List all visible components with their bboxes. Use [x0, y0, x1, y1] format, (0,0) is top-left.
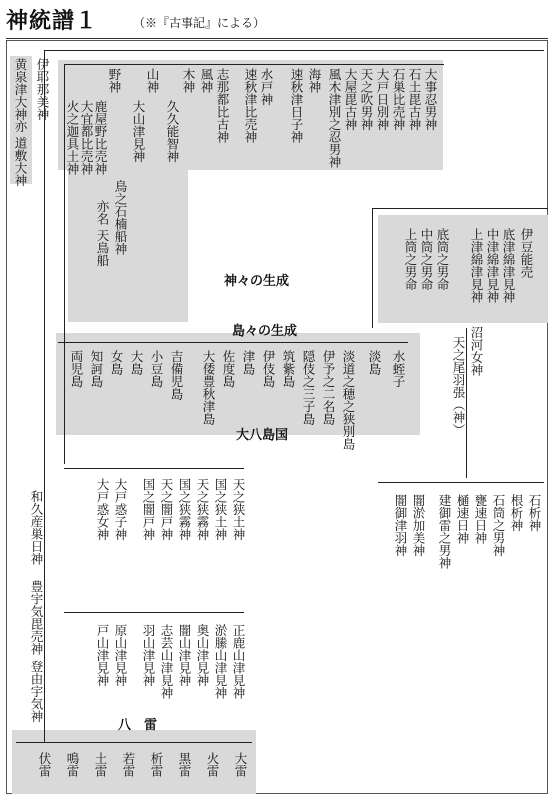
mountain-kami-item: 闇山津見神	[177, 624, 192, 687]
connector-gen	[64, 64, 444, 65]
thunder-item: 鳴雷	[65, 752, 80, 777]
kami-gen-item: 水戸神	[259, 68, 274, 106]
kami-gen-item: 久久能智神	[165, 100, 180, 163]
kami-gen-item: 大山津見神	[131, 100, 146, 163]
island-item: 伊予之二名島	[321, 350, 336, 425]
thunder-item: 土雷	[93, 752, 108, 777]
kami-gen-item: 大戸日別神	[375, 68, 390, 131]
bottom-mid-item: 国之狭土神	[213, 478, 228, 541]
bottom-right-item: 石筒之男神	[491, 494, 506, 557]
kami-gen-box-lower	[68, 170, 188, 322]
kami-gen-item: 大屋毘古神	[343, 68, 358, 131]
yomotsu-ookami: 黄泉津大神	[13, 58, 28, 121]
bottom-right-item: 石析神	[527, 494, 542, 532]
label-kamigami-seisei: 神々の生成	[224, 274, 290, 289]
kami-gen-item: 山神	[145, 68, 160, 93]
kami-gen-item: 石土毘古神	[407, 68, 422, 131]
bottom-right-item: 甕速日神	[473, 494, 488, 544]
connector-izanami	[44, 50, 45, 742]
kami-gen-item: 野神	[107, 68, 122, 93]
island-item: 伊伎島	[261, 350, 276, 388]
mountain-kami-item: 志芸山津見神	[159, 624, 174, 699]
right-top-item: 伊豆能売	[519, 228, 534, 278]
connector-bottom-mid2	[64, 612, 244, 613]
connector-right	[372, 208, 548, 209]
kami-gen-item: 亦名 天鳥船	[95, 200, 110, 267]
bottom-right-item: 闇淤加美神	[411, 494, 426, 557]
island-item: 両児島	[69, 350, 84, 388]
page-title: 神統譜１	[6, 8, 99, 34]
kami-gen-item: 石巣比売神	[391, 68, 406, 131]
island-item: 大島	[129, 350, 144, 375]
kami-gen-item: 鳥之石楠船神	[113, 180, 128, 255]
bottom-mid-item: 天之狭霧神	[195, 478, 210, 541]
island-item: 知訶島	[89, 350, 104, 388]
kami-gen-item: 速秋津日子神	[289, 68, 304, 143]
bottom-mid-item: 大戸惑女神	[95, 478, 110, 541]
bottom-mid-item: 国之狭霧神	[177, 478, 192, 541]
kami-gen-item: 大宜都比売神	[79, 100, 94, 175]
bottom-right-item: 闇御津羽神	[393, 494, 408, 557]
toyuke-no-kami: 登由宇気神	[29, 660, 44, 723]
kami-gen-item: 大事忍男神	[423, 68, 438, 131]
connector-bottom-right	[378, 482, 544, 483]
bottom-right-item: 根析神	[509, 494, 524, 532]
kami-gen-item: 速秋津比売神	[243, 68, 258, 143]
ame-no-ohabari: 天之尾羽張（神）	[451, 336, 466, 436]
thunder-item: 黒雷	[177, 752, 192, 777]
right-top-item: 上筒之男命	[403, 228, 418, 291]
bottom-mid-item: 国之闇戸神	[141, 478, 156, 541]
bottom-mid-item: 天之闇戸神	[159, 478, 174, 541]
island-item: 佐度島	[221, 350, 236, 388]
right-top-item: 底津綿津見神	[501, 228, 516, 303]
bottom-mid-item: 天之狭土神	[231, 478, 246, 541]
island-item: 女島	[109, 350, 124, 375]
right-top-item: 中筒之男命	[419, 228, 434, 291]
island-item: 淡道之穂之狭別島	[341, 350, 356, 450]
connector-top	[44, 50, 544, 51]
nunakawa-hime: 沼河女神	[469, 326, 484, 376]
kami-gen-item: 鹿屋野比売神	[93, 100, 108, 175]
izanami-no-kami: 伊耶那美神	[35, 58, 50, 121]
right-top-item: 中津綿津見神	[485, 228, 500, 303]
mountain-kami-item: 戸山津見神	[95, 624, 110, 687]
mountain-kami-item: 正鹿山津見神	[231, 624, 246, 699]
kami-gen-item: 志那都比古神	[215, 68, 230, 143]
kami-gen-item: 風木津別之忍男神	[327, 68, 342, 168]
kami-gen-item: 風神	[199, 68, 214, 93]
mountain-kami-item: 淤縢山津見神	[213, 624, 228, 699]
thunder-item: 大雷	[233, 752, 248, 777]
island-item: 筑紫島	[281, 350, 296, 388]
island-hiruko: 水蛭子	[391, 350, 406, 388]
toyoukebime-no-kami: 豊宇気毘売神	[29, 580, 44, 655]
thunder-item: 若雷	[121, 752, 136, 777]
michishiki-ookami: 亦 道敷大神	[13, 120, 28, 187]
connector-middle	[466, 328, 467, 478]
connector-islands	[58, 342, 408, 343]
island-item: 吉備児島	[169, 350, 184, 400]
island-item: 小豆島	[149, 350, 164, 388]
bottom-right-item: 建御雷之男神	[437, 494, 452, 569]
label-oyashimaguni: 大八島国	[236, 428, 289, 443]
connector-bottom-mid	[64, 468, 244, 469]
page-subtitle: （※『古事記』による）	[133, 16, 266, 30]
mountain-kami-item: 奥山津見神	[195, 624, 210, 687]
wakumusubi-no-kami: 和久産巣日神	[29, 490, 44, 565]
thunder-item: 火雷	[205, 752, 220, 777]
kami-gen-item: 海神	[307, 68, 322, 93]
thunder-item: 析雷	[149, 752, 164, 777]
island-item: 隠伎之三子島	[301, 350, 316, 425]
kami-gen-item: 木神	[181, 68, 196, 93]
bottom-right-item: 樋速日神	[455, 494, 470, 544]
islands-box	[56, 333, 420, 435]
connector-thunders	[16, 742, 252, 743]
title-rule	[6, 38, 548, 39]
connector-right-v	[372, 208, 373, 328]
right-top-item: 底筒之男命	[435, 228, 450, 291]
bottom-mid-item: 大戸惑子神	[113, 478, 128, 541]
thunder-item: 伏雷	[37, 752, 52, 777]
kami-gen-item: 天之吹男神	[359, 68, 374, 131]
mountain-kami-item: 原山津見神	[113, 624, 128, 687]
island-item: 津島	[241, 350, 256, 375]
island-awashima: 淡島	[367, 350, 382, 375]
island-item: 大倭豊秋津島	[201, 350, 216, 425]
mountain-kami-item: 羽山津見神	[141, 624, 156, 687]
right-top-item: 上津綿津見神	[469, 228, 484, 303]
label-shimajima-seisei: 島々の生成	[232, 324, 298, 339]
kami-gen-item: 火之迦具土神	[65, 100, 80, 175]
label-yaikazuchi: 八 雷	[118, 718, 158, 733]
